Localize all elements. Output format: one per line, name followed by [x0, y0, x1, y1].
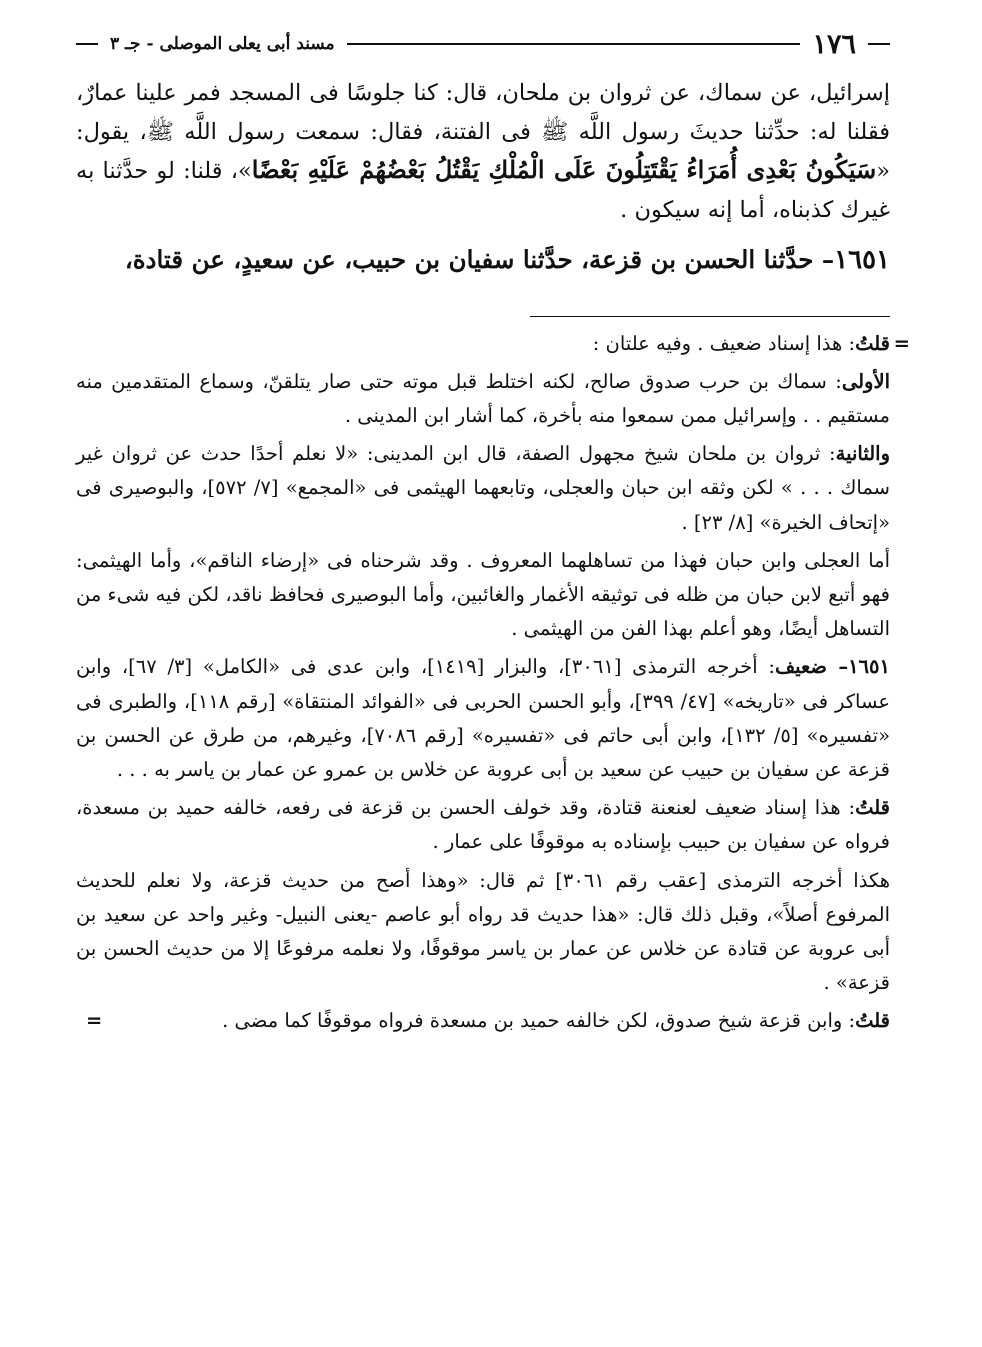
footnote-label: ١٦٥١– ضعيف [774, 655, 890, 679]
footnote-label: قلتُ [855, 796, 890, 820]
prophetic-quote: سَيَكُونُ بَعْدِى أُمَرَاءُ يَقْتَتِلُونَ عَلَى الْمُلْكِ يَقْتُلُ بَعْضُهُمْ عَلَيْهِ بَعْضًا [251, 155, 877, 184]
footnote-qultu-2 [76, 1004, 890, 1038]
continuation-mark: = [893, 331, 910, 355]
footnote-text: : هذا إسناد ضعيف لعنعنة قتادة، وقد خولف الحسن بن قزعة فى رفعه، خالفه حميد بن مسعدة، فرواه عن سفيان بن حبيب بإسناده به موقوفًا على عمار . [76, 796, 890, 854]
footnote-continuation [76, 327, 910, 361]
hadith-number: ١٦٥١ [834, 245, 890, 275]
footnote-text: : ثروان بن ملحان شيخ مجهول الصفة، قال ابن المدينى: «لا نعلم أحدًا حدث عن ثروان غير سماك . . . » لكن وثقه ابن حبان والعجلى، وتابعهما الهيثمى فى «المجمع» [٧/ ٥٧٢]، والبوصيرى فى «إتحاف الخيرة» [٨/ ٢٣] . [76, 442, 890, 534]
hadith-text-paragraph [76, 74, 890, 229]
page-number: ١٧٦ [812, 28, 856, 60]
footnote-label: قلتُ [855, 1009, 890, 1033]
footnote-text: : هذا إسناد ضعيف . وفيه علتان : [592, 331, 856, 355]
footnote-tirmidhi: هكذا أخرجه الترمذى [عقب رقم ٣٠٦١] ثم قال: «وهذا أصح من حديث قزعة، ولا نعلم للحديث المرفوع أصلاً»، وقبل ذلك قال: «هذا حديث قد رواه أبو عاصم -يعنى النبيل- وغير واحد عن سعيد بن أبى عروبة عن قتادة عن خلاس عن عمار بن ياسر موقوفًا، ولا نعلمه مرفوعًا إلا من حديث الحسن بن قزعة» . [76, 868, 890, 995]
hadith-text-part: »، قلنا: لو حدَّثنا به غيرك كذبناه، أما إنه سيكون . [76, 158, 890, 223]
footnote-divider [530, 316, 890, 317]
footnote-text: : وابن قزعة شيخ صدوق، لكن خالفه حميد بن مسعدة فرواه موقوفًا كما مضى . [222, 1009, 856, 1033]
continuation-mark-end: = [86, 1009, 103, 1033]
hadith-text-part: إسرائيل، عن سماك، عن ثروان بن ملحان، قال: كنا جلوسًا فى المسجد فمر علينا عمارٌ، فقلنا له: حدِّثنا حديثَ رسول اللَّه ﷺ فى الفتنة، فقال: سمعت رسول اللَّه ﷺ، يقول: « [76, 80, 891, 184]
footnotes [76, 327, 910, 1039]
book-title: مسند أبى يعلى الموصلى - جـ ٣ [110, 34, 335, 54]
footnote-label: الأولى [841, 369, 891, 393]
footnote-takhrij [76, 650, 890, 787]
footnote-label: قلتُ [855, 331, 890, 355]
footnote-second-defect [76, 437, 890, 540]
footnote-label: والثانية [835, 442, 890, 466]
header-dash [76, 43, 98, 45]
header-dash [868, 43, 890, 45]
header-rule [347, 43, 801, 45]
footnote-note: أما العجلى وابن حبان فهذا من تساهلهما المعروف . وقد شرحناه فى «إرضاء الناقم»، وأما الهيثمى: فهو أتبع لابن حبان من ظله فى توثيقه الأغمار والغائبين، وأما البوصيرى فحافظ ناقد، لكن فيه شىء من التساهل أيضًا، وهو أعلم بهذا الفن من الهيثمى . [76, 548, 890, 641]
footnote-qultu-1 [76, 791, 890, 859]
main-text [76, 74, 890, 280]
hadith-chain: – حدَّثنا الحسن بن قزعة، حدَّثنا سفيان بن حبيب، عن سعيدٍ، عن قتادة، [124, 245, 835, 274]
hadith-1651 [76, 241, 890, 280]
footnote-text: : أخرجه الترمذى [٣٠٦١]، والبزار [١٤١٩]، وابن عدى فى «الكامل» [٣/ ٦٧]، وابن عساكر فى «تاريخه» [٤٧/ ٣٩٩]، وأبو الحسن الحربى فى «الفوائد المنتقاة» [رقم ١١٨]، والطبرى فى «تفسيره» [٥/ ١٣٢]، وابن أبى حاتم فى «تفسيره» [رقم ٧٠٨٦]، وغيرهم، من طرق عن الحسن بن قزعة عن سفيان بن حبيب عن سعيد بن أبى عروبة عن خلاس بن عمرو عن عمار بن ياسر به . . . [76, 655, 891, 781]
footnote-first-defect [76, 365, 890, 433]
running-head [76, 24, 890, 64]
footnote-text: : سماك بن حرب صدوق صالح، لكنه اختلط قبل موته حتى صار يتلقنّ، وسماع المتقدمين منه مستقيم . . وإسرائيل ممن سمعوا منه بأخرة، كما أشار ابن المدينى . [76, 369, 890, 427]
